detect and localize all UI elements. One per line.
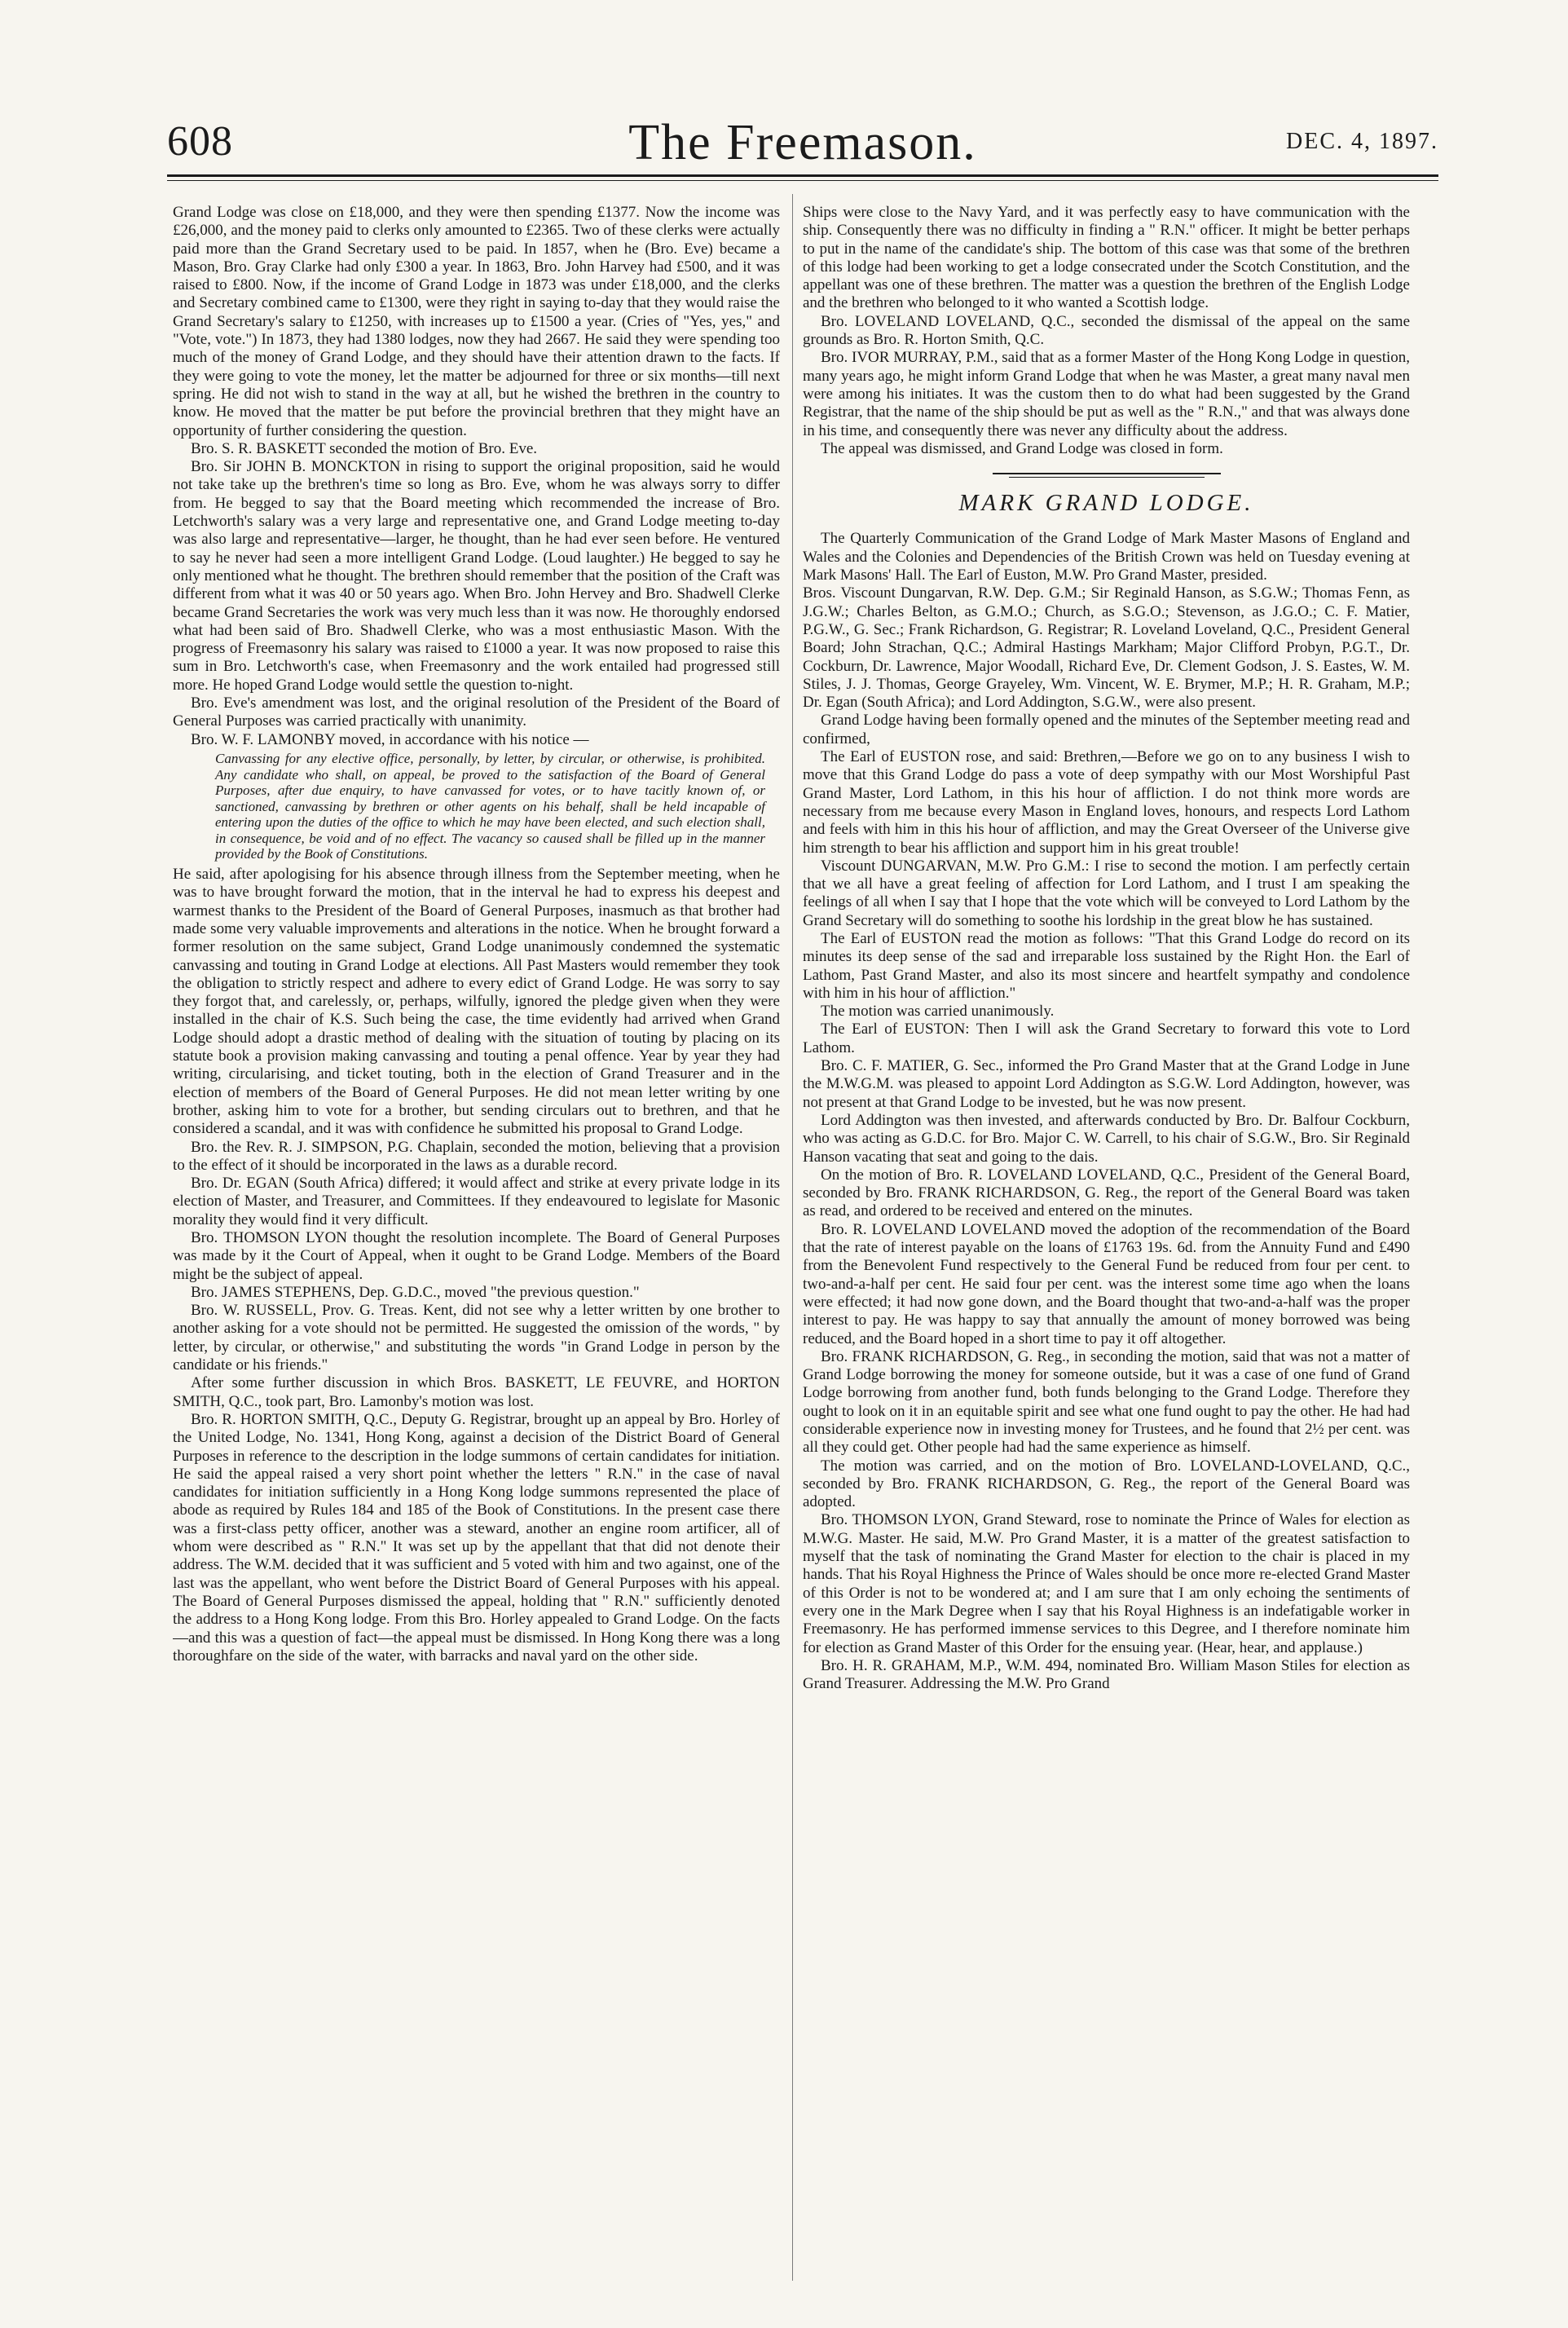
section-divider-line [993, 473, 1221, 474]
section-divider [993, 471, 1221, 479]
article-paragraph: Grand Lodge was close on £18,000, and they were then spending £1377. Now the income was £26,000, and the money paid to clerks only amounted to £2365. Two of these clerks were actually paid more than the Grand Secretary used to be paid. In 1857, when he (Bro. Eve) became a Mason, Bro. Gray Clarke had only £300 a year. In 1863, Bro. John Harvey had £500, and it was raised to £800. Now, if the income of Grand Lodge in 1873 was under £18,000, and the clerks and Secretary combined came to £1300, were they right in saying to-day that they would raise the Grand Secretary's salary to £1250, with increases up to £1500 a year. (Cries of "Yes, yes," and "Vote, vote.") In 1873, they had 1380 lodges, now they had 2667. He said they were spending too much of the money of Grand Lodge, and they should have their attention drawn to the facts. If they were going to vote the money, let the matter be adjourned for three or six months—till next spring. He did not wish to stand in the way at all, but he wished the brethren in the country to know. He moved that the matter be put before the provincial brethren that they might have an opportunity of further considering the question. [173, 204, 780, 439]
article-paragraph: Bro. THOMSON LYON thought the resolution incomplete. The Board of General Purposes was made by it the Court of Appeal, when it ought to be Grand Lodge. Members of the Board might be the subject of appeal. [173, 1229, 780, 1283]
article-paragraph: The Earl of EUSTON read the motion as follows: "That this Grand Lodge do record on its minutes its deep sense of the sad and irreparable loss sustained by the Right Hon. the Earl of Lathom, Past Grand Master, and also its most sincere and heartfelt sympathy and condolence with him in his hour of affliction." [803, 929, 1410, 1002]
article-paragraph: On the motion of Bro. R. LOVELAND LOVELAND, Q.C., President of the General Board, seconded by Bro. FRANK RICHARDSON, G. Reg., the report of the General Board was taken as read, and ordered to be received and entered on the minutes. [803, 1166, 1410, 1220]
masthead-rule-thin [167, 180, 1438, 181]
column-divider [792, 194, 793, 2281]
article-paragraph: Bro. Eve's amendment was lost, and the original resolution of the President of the Board of General Purposes was carried practically with unanimity. [173, 694, 780, 730]
left-column [173, 204, 780, 2278]
section-heading: MARK GRAND LODGE. [958, 490, 1254, 517]
article-paragraph: Bro. THOMSON LYON, Grand Steward, rose to nominate the Prince of Wales for election as M.W.G. Master. He said, M.W. Pro Grand Master, it is a matter of the greatest satisfaction to myself that the task of nominating the Grand Master for election to the chair is placed in my hands. That his Royal Highness the Prince of Wales should be once more re-elected Grand Master of this Order is not to be wondered at; and I am sure that I am only echoing the sentiments of every one in the Mark Degree when I say that his Royal Highness is an indefatigable worker in Freemasonry. He has performed immense services to this Degree, and I therefore nominate him for election as Grand Master of this Order for the ensuing year. (Hear, hear, and applause.) [803, 1511, 1410, 1656]
article-paragraph: Lord Addington was then invested, and afterwards conducted by Bro. Dr. Balfour Cockburn, who was acting as G.D.C. for Bro. Major C. W. Carrell, to his chair of S.G.W., Bro. Sir Reginald Hanson vacating that seat and going to the dais. [803, 1111, 1410, 1166]
masthead-rule-thick [167, 174, 1438, 177]
article-paragraph: The appeal was dismissed, and Grand Lodge was closed in form. [821, 439, 1223, 457]
issue-date: DEC. 4, 1897. [1286, 129, 1438, 154]
article-paragraph: Viscount DUNGARVAN, M.W. Pro G.M.: I rise to second the motion. I am perfectly certain that we all have a great feeling of affection for Lord Lathom, and I trust I am speaking the feelings of all when I say that I hope that the vote which will be conveyed to Lord Lathom by the Grand Secretary will do something to soothe his lordship in the great blow he has sustained. [803, 857, 1410, 929]
article-paragraph: Bro. H. R. GRAHAM, M.P., W.M. 494, nominated Bro. William Mason Stiles for election as Grand Treasurer. Addressing the M.W. Pro Grand [803, 1656, 1410, 1693]
article-paragraph: Bro. Sir JOHN B. MONCKTON in rising to support the original proposition, said he would not take take up the brethren's time so long as Bro. Eve, whom he was always sorry to differ from. He begged to say that the Board meeting which recommended the increase of Bro. Letchworth's salary was a very large and representative one, and Grand Lodge meeting to-day was also large and representative—larger, he thought, than he had ever seen before. He ventured to say he never had seen a more intelligent Grand Lodge. (Loud laughter.) He begged to say he only mentioned what he thought. The brethren should remember that the position of the Craft was different from what it was 40 or 50 years ago. When Bro. John Hervey and Bro. Shadwell Clerke became Grand Secretaries the work was very much less than it was now. He thoroughly endorsed what had been said of Bro. Shadwell Clerke, who was a most enthusiastic Mason. With the progress of Freemasonry his salary was raised to £1000 a year. It was now proposed to raise this sum in Bro. Letchworth's case, when Freemasonry and the work entailed had progressed still more. He hoped Grand Lodge would settle the question to-night. [173, 458, 780, 694]
page-number: 608 [167, 118, 233, 165]
article-paragraph: Grand Lodge having been formally opened and the minutes of the September meeting read and confirmed, [803, 712, 1410, 747]
article-paragraph: Bro. Dr. EGAN (South Africa) differed; it would affect and strike at every private lodge in its election of Master, and Treasurer, and Committees. If they endeavoured to legislate for Masonic morality they would find it very difficult. [173, 1175, 780, 1228]
article-paragraph: Bro. JAMES STEPHENS, Dep. G.D.C., moved "the previous question." [191, 1283, 640, 1301]
article-paragraph: Bro. S. R. BASKETT seconded the motion of Bro. Eve. [191, 439, 538, 457]
resolution-text: Canvassing for any elective office, personally, by letter, by circular, or otherwise, is prohibited. Any candidate who shall, on appeal, be proved to the satisfaction of the Board of General Purposes, after due enquiry, to have canvassed for votes, or to have tacitly known of, or sanctioned, canvassing by brethren or other agents on his behalf, shall be held incapable of entering upon the duties of the office to which he may have been elected, and such election shall, in consequence, be void and of no effect. The vacancy so caused shall be filled up in the manner provided by the Book of Constitutions. [215, 750, 765, 862]
article-paragraph: Bro. W. F. LAMONBY moved, in accordance with his notice — [191, 730, 589, 748]
section-divider-line [1009, 477, 1205, 478]
article-paragraph: The motion was carried unanimously. [821, 1003, 1055, 1021]
article-paragraph: The Quarterly Communication of the Grand Lodge of Mark Master Masons of England and Wales and the Colonies and Dependencies of the British Crown was held on Tuesday evening at Mark Masons' Hall. The Earl of Euston, M.W. Pro Grand Master, presided. [803, 530, 1410, 584]
right-column [803, 204, 1410, 2278]
article-paragraph: The motion was carried, and on the motion of Bro. LOVELAND-LOVELAND, Q.C., seconded by Bro. FRANK RICHARDSON, G. Reg., the report of the General Board was adopted. [803, 1457, 1410, 1511]
article-paragraph: Bro. IVOR MURRAY, P.M., said that as a former Master of the Hong Kong Lodge in question, many years ago, he might inform Grand Lodge that when he was Master, a great many naval men were among his initiates. It was the custom then to do what had been suggested by the Grand Registrar, that the name of the ship should be put as well as the " R.N.," and that was always done in his time, and consequently there was never any difficulty about the address. [803, 349, 1410, 439]
article-paragraph: Bro. W. RUSSELL, Prov. G. Treas. Kent, did not see why a letter written by one brother to another asking for a vote should not be permitted. He suggested the omission of the words, " by letter, by circular, or otherwise," and substituting the words "in Grand Lodge in person by the candidate or his friends." [173, 1302, 780, 1374]
article-paragraph: Bro. R. LOVELAND LOVELAND moved the adoption of the recommendation of the Board that the rate of interest payable on the loans of £1763 19s. 6d. from the Annuity Fund and £490 from the Benevolent Fund respectively to the General Fund be reduced from four per cent. to two-and-a-half per cent. He said four per cent. was the interest some time ago when the loans were effected; it had now gone down, and the Board thought that two-and-a-half was the proper interest to pay. He was happy to say that annually the amount of money borrowed was being reduced, and the Board hoped in a short time to pay it off altogether. [803, 1220, 1410, 1347]
article-paragraph: Bro. LOVELAND LOVELAND, Q.C., seconded the dismissal of the appeal on the same grounds as Bro. R. Horton Smith, Q.C. [803, 312, 1410, 349]
article-paragraph: The Earl of EUSTON: Then I will ask the Grand Secretary to forward this vote to Lord Lathom. [803, 1021, 1410, 1056]
article-paragraph: Bro. R. HORTON SMITH, Q.C., Deputy G. Registrar, brought up an appeal by Bro. Horley of the United Lodge, No. 1341, Hong Kong, against a decision of the District Board of General Purposes in reference to the description in the lodge summons of certain candidates for initiation. He said the appeal raised a very short point whether the letters " R.N." in the case of naval candidates for initiation sufficiently in a Hong Kong lodge summons represented the place of abode as required by Rules 184 and 185 of the Book of Constitutions. In the present case there was a first-class petty officer, another was a steward, another an engine room artificer, all of whom were described as " R.N." It was set up by the appellant that that did not denote their address. The W.M. decided that it was sufficient and 5 voted with him and two against, one of the last was the appellant, who went before the District Board of General Purposes with his appeal. The Board of General Purposes dismissed the appeal, holding that " R.N." sufficiently denoted the address to a Hong Kong lodge. From this Bro. Horley appealed to Grand Lodge. On the facts—and this was a question of fact—the appeal must be dismissed. In Hong Kong there was a long thoroughfare on the side of the water, with barracks and naval yard on the other side. [173, 1410, 780, 1664]
article-paragraph: Bro. the Rev. R. J. SIMPSON, P.G. Chaplain, seconded the motion, believing that a provision to the effect of it should be incorporated in the laws as a durable record. [173, 1138, 780, 1174]
newspaper-title: The Freemason. [628, 115, 977, 170]
article-paragraph: Bro. FRANK RICHARDSON, G. Reg., in seconding the motion, said that was not a matter of Grand Lodge borrowing the money for someone outside, but it was a case of one fund of Grand Lodge borrowing from another fund, both funds belonging to the Grand Lodge. Therefore they ought to look on it in an equitable spirit and see what one fund ought to pay the other. He had had considerable experience now in investing money for Trustees, and he found that 2½ per cent. was all they could get. Other people had had the same experience as himself. [803, 1347, 1410, 1457]
article-paragraph: The Earl of EUSTON rose, and said: Brethren,—Before we go on to any business I wish to move that this Grand Lodge do pass a vote of deep sympathy with our Most Worshipful Past Grand Master, Lord Lathom, in this his hour of affliction. I do not think more words are necessary from me because every Mason in England loves, honours, and respects Lord Lathom and feels with him in this his hour of affliction, and may the Great Overseer of the Universe give him strength to bear his affliction and support him in his great trouble! [803, 748, 1410, 857]
attendance-list: Bros. Viscount Dungarvan, R.W. Dep. G.M.; Sir Reginald Hanson, as S.G.W.; Thomas Fenn, as J.G.W.; Charles Belton, as G.M.O.; Church, as S.G.O.; Stevenson, as J.G.O.; C. F. Matier, P.G.W., G. Sec.; Frank Richardson, G. Registrar; R. Loveland Loveland, Q.C., President General Board; John Strachan, Q.C.; Admiral Hastings Markham; Major Clifford Probyn, P.G.T., Dr. Cockburn, Dr. Lawrence, Major Woodall, Richard Eve, Dr. Clement Godson, J. S. Eastes, W. M. Stiles, J. J. Thomas, George Grayeley, Wm. Vincent, W. E. Brymer, M.P.; H. R. Graham, M.P.; Dr. Egan (South Africa); and Lord Addington, S.G.W., were also present. [803, 584, 1410, 712]
article-paragraph: He said, after apologising for his absence through illness from the September meeting, when he was to have brought forward the motion, that in the interval he had to express his deepest and warmest thanks to the President of the Board of General Purposes, inasmuch as that brother had made some very valuable improvements and alterations in the notice. When he brought forward a former resolution on the same subject, Grand Lodge unanimously condemned the systematic canvassing and touting in Grand Lodge at elections. All Past Masters would remember they took the obligation to strictly respect and adhere to every edict of Grand Lodge. He was sorry to say they forgot that, and carelessly, or, perhaps, wilfully, ignored the pledge given when they were installed in the chair of K.S. Such being the case, the time evidently had arrived when Grand Lodge should adopt a drastic method of dealing with the situation of touting by placing on its statute book a provision making canvassing and touting a penal offence. Year by year they had writing, circularising, and ticket touting, both in the election of Grand Treasurer and in the election of members of the Board of General Purposes. He did not mean letter writing by one brother, asking him to vote for a brother, but sending circulars out to brethren, and that he considered a scandal, and it was with confidence he submitted his proposal to Grand Lodge. [173, 866, 780, 1138]
article-paragraph: After some further discussion in which Bros. BASKETT, LE FEUVRE, and HORTON SMITH, Q.C., took part, Bro. Lamonby's motion was lost. [173, 1374, 780, 1410]
article-paragraph: Ships were close to the Navy Yard, and it was perfectly easy to have communication with the ship. Consequently there was no difficulty in finding a " R.N." officer. It might be better perhaps to put in the name of the candidate's ship. The bottom of this case was that some of the brethren of this lodge had been working to get a lodge consecrated under the Scotch Constitution, and the appellant was one of these brethren. The matter was a question the brethren of the English Lodge and the brethren who belonged to it who wanted a Scottish lodge. [803, 204, 1410, 312]
masthead [167, 114, 1438, 171]
article-paragraph: Bro. C. F. MATIER, G. Sec., informed the Pro Grand Master that at the Grand Lodge in June the M.W.G.M. was pleased to appoint Lord Addington as S.G.W. Lord Addington, however, was not present at that Grand Lodge to be invested, but he was now present. [803, 1057, 1410, 1111]
